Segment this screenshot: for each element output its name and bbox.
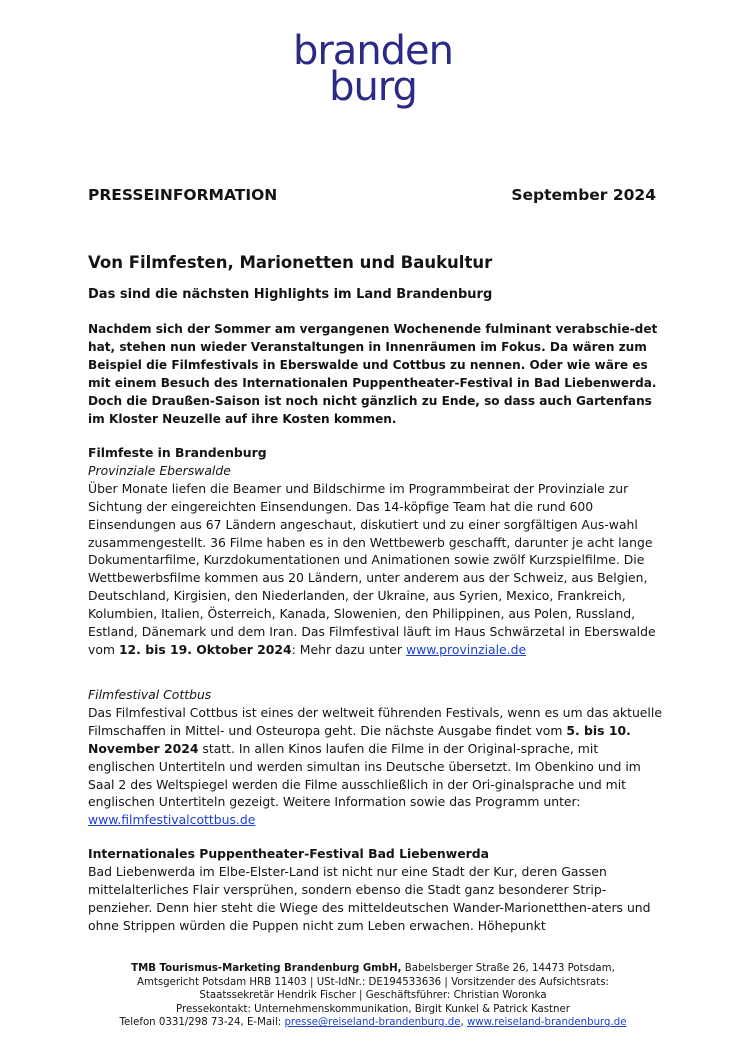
brandenburg-logo — [0, 28, 746, 110]
section-heading: Internationales Puppentheater-Festival Bad Liebenwerda — [88, 846, 489, 861]
section-filmfeste — [88, 444, 662, 659]
footer-address: Babelsberger Straße 26, 14473 Potsdam, — [401, 963, 615, 974]
page-subtitle: Das sind die nächsten Highlights im Land Brandenburg — [88, 287, 493, 302]
section-subheading: Provinziale Eberswalde — [88, 462, 231, 478]
paragraph-text: : Mehr dazu unter — [291, 641, 406, 657]
lead-paragraph: Nachdem sich der Sommer am vergangenen Wochenende fulminant verabschie-det hat, stehen nun wieder Veranstaltungen in Innenräumen im Fokus. Da wären zum Beispiel die Filmfestivals in Eberswalde und Cottbus zu nennen. Oder wie wäre es mit einem Besuch des Internationalen Puppentheater-Festival in Bad Liebenwerda. Doch die Draußen-Saison ist noch nicht gänzlich zu Ende, so dass auch Gartenfans im Kloster Neuzelle auf ihre Kosten kommen. — [88, 322, 658, 426]
paragraph-text: Über Monate liefen die Beamer und Bildschirme im Programmbeirat der Provinziale zur Sichtung der eingereichten Einsendungen. Das 14-köpfige Team hat die rund 600 Einsendungen aus 67 Ländern angeschaut, diskutiert und zu einer sorgfältigen Aus-wahl zusammengestellt. 36 Filme haben es in den Wettbewerb geschafft, darunter je acht lange Dokumentarfilme, Kurzdokumentationen und Animationen sowie zwölf Kurzspielfilme. Die Wettbewerbsfilme kommen aus 20 Ländern, unter anderem aus der Schweiz, aus Belgien, Deutschland, Kirgisien, den Niederlanden, der Ukraine, aus Syrien, Mexico, Frankreich, Kolumbien, Italien, Österreich, Kanada, Slowenien, den Philippinen, aus Polen, Russland, Estland, Dänemark und dem Iran. Das Filmfestival läuft im Haus Schwärzetal in Eberswalde vom — [88, 480, 656, 657]
press-label: PRESSEINFORMATION — [88, 186, 278, 204]
page-footer — [60, 962, 686, 1030]
footer-line — [60, 962, 686, 976]
footer-website-link[interactable]: www.reiseland-brandenburg.de — [466, 1017, 627, 1029]
section-paragraph: Bad Liebenwerda im Elbe-Elster-Land ist nicht nur eine Stadt der Kur, deren Gassen mittelalterliches Flair versprühen, sondern ebenso die Stadt ganz besonderer Strip-penzieher. Denn hier steht die Wiege des mitteldeutschen Wander-Marionetthen-aters und ohne Strippen würden die Puppen nicht zum Leben erwachen. Höhepunkt — [88, 863, 651, 933]
section-cottbus — [88, 686, 662, 829]
logo-line-2: burg — [329, 64, 417, 110]
paragraph-text: statt. In allen Kinos laufen die Filme in der Original-sprache, mit englischen Untertiteln und werden simultan ins Deutsche übersetzt. Im Obenkino und im Saal 2 des Weltspiegel werden die Filme ausschließlich in der Ori-ginalsprache und mit englischen Untertiteln gezeigt. Weitere Information sowie das Programm unter: — [88, 740, 641, 810]
footer-line — [60, 1016, 686, 1030]
event-date: 5. bis 10. November 2024 — [88, 722, 631, 756]
document-header — [88, 186, 656, 204]
footer-line: Staatssekretär Hendrik Fischer | Geschäftsführer: Christian Woronka — [199, 990, 547, 1002]
section-heading: Filmfeste in Brandenburg — [88, 445, 267, 460]
logo-line-1: branden — [292, 28, 454, 74]
page-title: Von Filmfesten, Marionetten und Baukultur — [88, 253, 493, 272]
section-subheading: Filmfestival Cottbus — [88, 687, 212, 702]
event-date: 12. bis 19. Oktober 2024 — [118, 641, 292, 657]
filmfestival-cottbus-link[interactable]: www.filmfestivalcottbus.de — [88, 812, 256, 828]
document-date: September 2024 — [511, 186, 656, 204]
footer-company: TMB Tourismus-Marketing Brandenburg GmbH, — [131, 963, 402, 974]
footer-line: Pressekontakt: Unternehmenskommunikation, Birgit Kunkel & Patrick Kastner — [176, 1003, 570, 1015]
footer-separator: , — [460, 1017, 467, 1029]
section-paragraph — [88, 480, 662, 659]
section-paragraph — [88, 704, 662, 829]
paragraph-text: Das Filmfestival Cottbus ist eines der weltweit führenden Festivals, wenn es um das aktuelle Filmschaffen in Mittel- und Osteuropa geht. Die nächste Ausgabe findet vom — [88, 704, 662, 738]
footer-phone: Telefon 0331/298 73-24, E-Mail: — [119, 1017, 285, 1029]
section-puppentheater — [88, 845, 662, 935]
footer-email-link[interactable]: presse@reiseland-brandenburg.de — [284, 1017, 461, 1029]
provinziale-link[interactable]: www.provinziale.de — [405, 641, 527, 657]
footer-line: Amtsgericht Potsdam HRB 11403 | USt-IdNr.: DE194533636 | Vorsitzender des Aufsichtsrats: — [136, 976, 609, 988]
